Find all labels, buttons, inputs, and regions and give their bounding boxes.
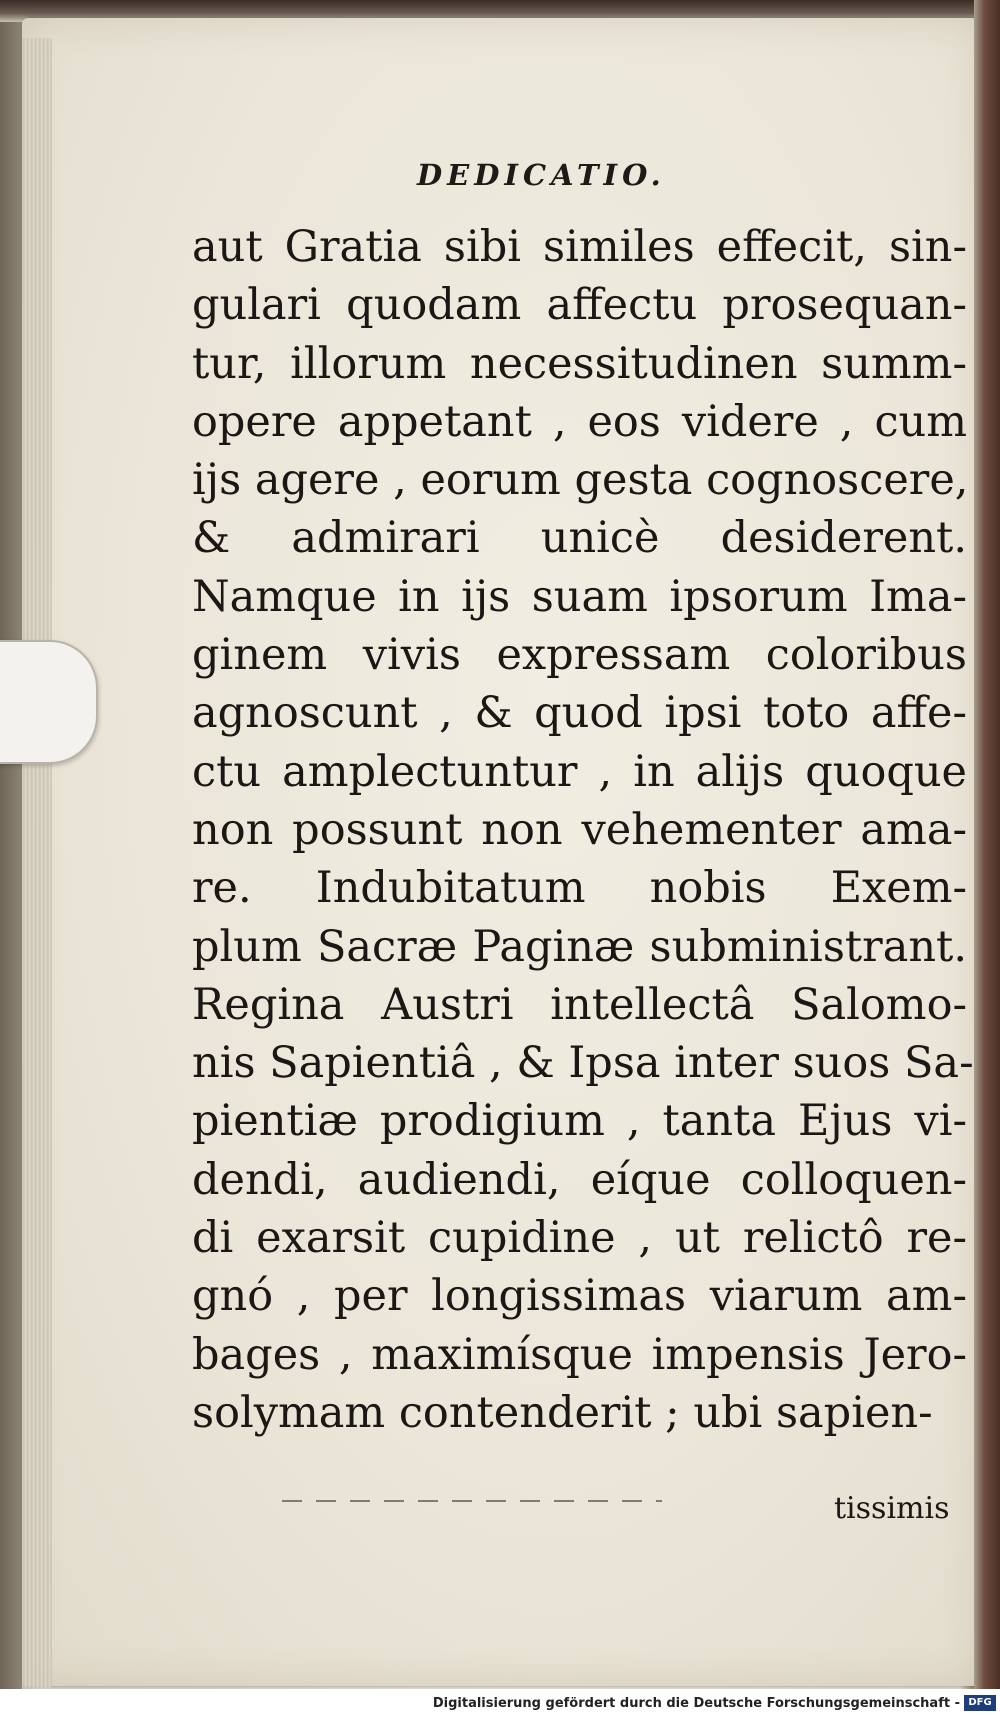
text-line: ctu amplectuntur , in alijs quoque (192, 746, 967, 797)
body-text (192, 218, 974, 1442)
digitization-footer (0, 1689, 1000, 1715)
text-line: gnó , per longissimas viarum am- (192, 1271, 967, 1322)
text-line: re. Indubitatum nobis Exem- (192, 863, 967, 914)
text-line: & admirari unicè desiderent. (192, 513, 967, 564)
book-page (22, 18, 982, 1686)
bookmark-tab (0, 640, 98, 764)
text-line: dendi, audiendi, eíque colloquen- (192, 1154, 967, 1205)
text-line: agnoscunt , & quod ipsi toto affe- (192, 688, 967, 739)
book-binding-edge (974, 0, 1000, 1715)
text-line: gulari quodam affectu prosequan- (192, 280, 967, 331)
text-line: non possunt non vehementer ama- (192, 804, 967, 855)
text-line: Namque in ijs suam ipsorum Ima- (192, 571, 967, 622)
text-line: pientiæ prodigium , tanta Ejus vi- (192, 1096, 967, 1147)
text-line: tur, illorum necessitudinen summ- (192, 338, 967, 389)
text-line: ginem vivis expressam coloribus (192, 630, 967, 681)
funding-credit: Digitalisierung gefördert durch die Deutsche Forschungsgemeinschaft - (432, 1696, 960, 1711)
text-line: nis Sapientiâ , & Ipsa inter suos Sa- (192, 1038, 974, 1089)
dfg-logo-icon: DFG (964, 1695, 996, 1711)
text-line: solymam contenderit ; ubi sapien- (192, 1387, 933, 1438)
text-line: aut Gratia sibi similes effecit, sin- (192, 222, 967, 272)
text-line: di exarsit cupidine , ut relictô re- (192, 1213, 967, 1264)
text-line: plum Sacræ Paginæ subministrant. (192, 921, 967, 972)
catchword: tissimis (834, 1491, 950, 1526)
text-line: opere appetant , eos videre , cum (192, 396, 967, 447)
running-head: DEDICATIO. (417, 158, 666, 192)
bleed-through-rule (282, 1500, 662, 1502)
text-line: bages , maximísque impensis Jero- (192, 1329, 967, 1380)
text-line: ijs agere , eorum gesta cognoscere, (192, 455, 969, 506)
page-leaf-edges (22, 38, 52, 1698)
text-line: Regina Austri intellectâ Salomo- (192, 979, 967, 1030)
